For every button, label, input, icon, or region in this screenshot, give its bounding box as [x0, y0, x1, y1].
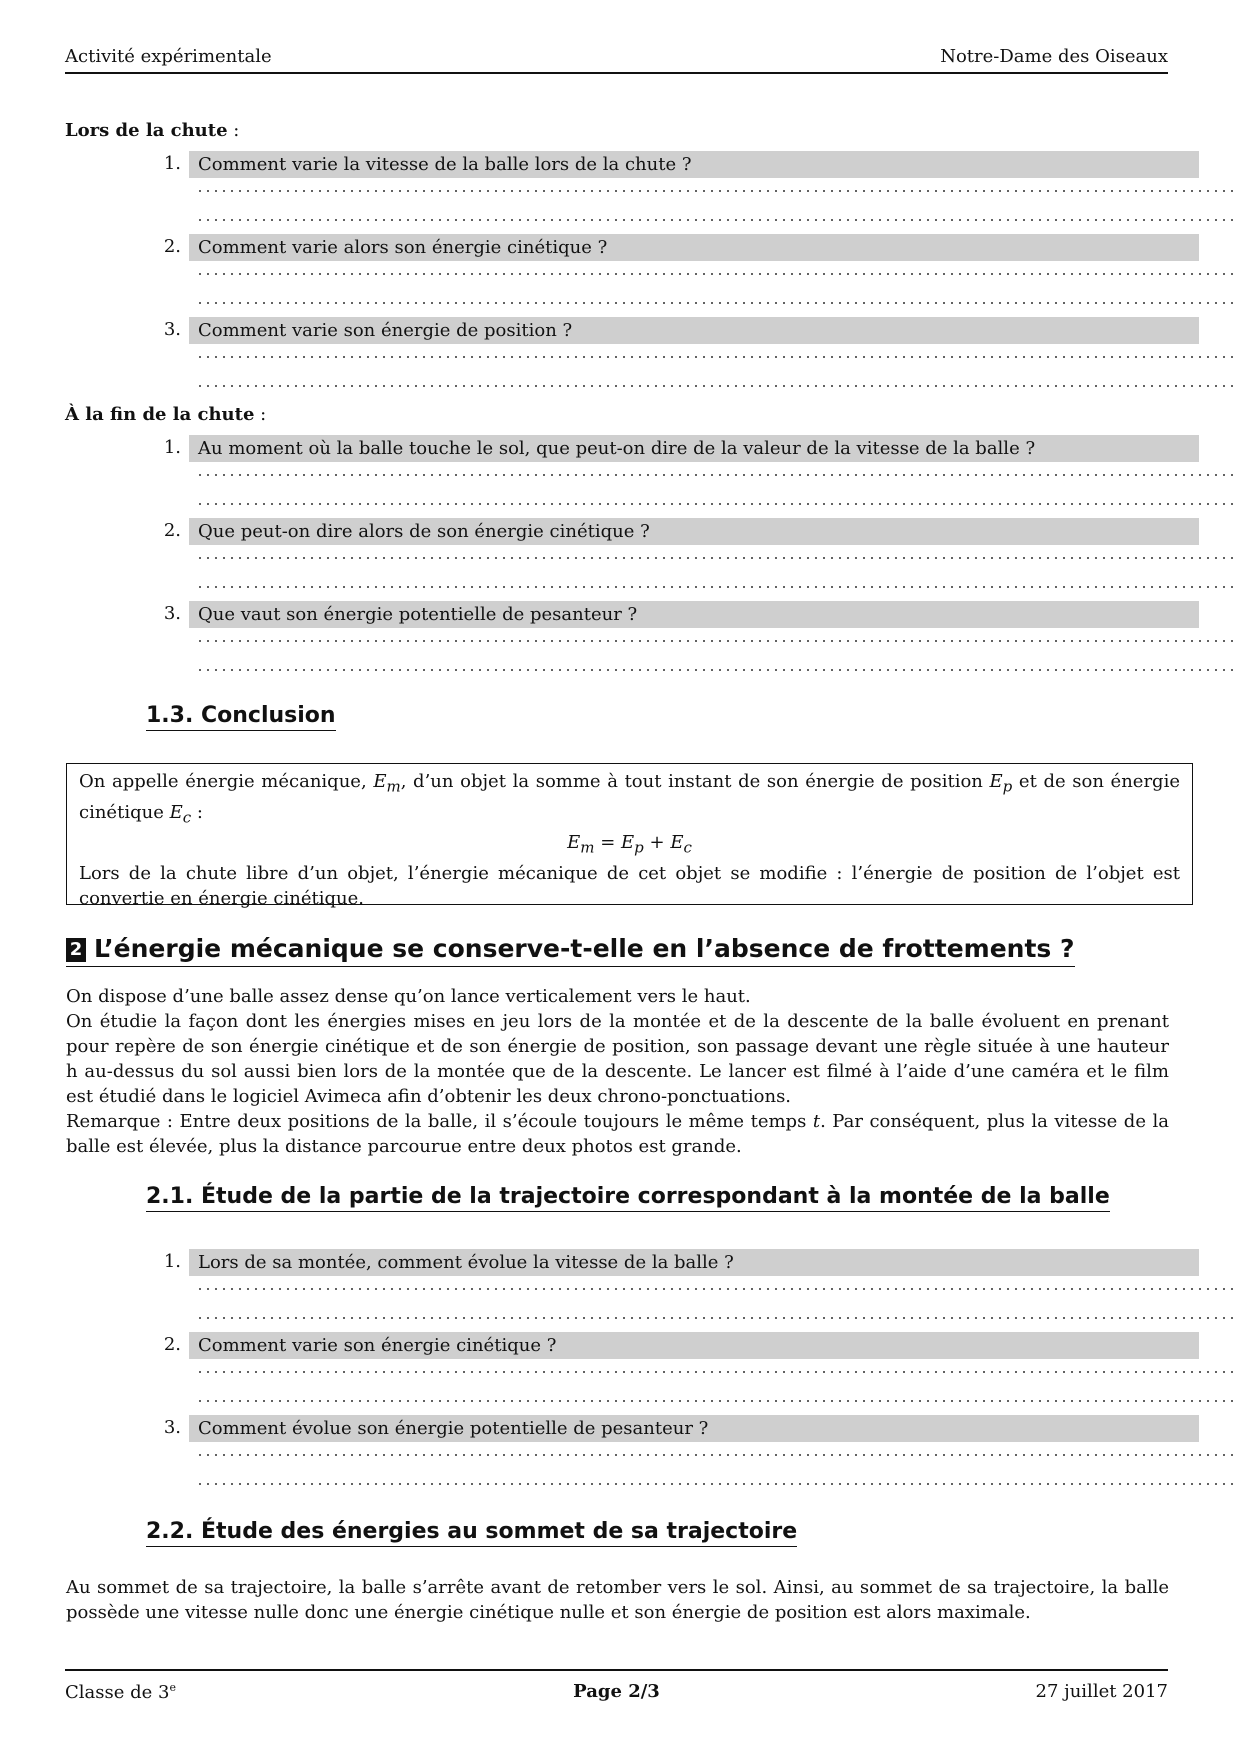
symbol-ep-sub: p	[1002, 777, 1013, 796]
page-number: Page 2/3	[573, 1681, 660, 1702]
question-number: 1.	[163, 153, 181, 174]
answer-line[interactable]	[196, 1284, 1233, 1294]
symbol-ep: E	[989, 771, 1003, 792]
intro-paragraph-1: On dispose d’une balle assez dense qu’on lance verticalement vers le haut.	[66, 986, 751, 1007]
remark-text: . Par conséquent, plus la vitesse de la balle est élevée, plus la distance parcourue entre deux photos est grande.	[66, 1111, 1169, 1157]
energy-formula	[79, 830, 1180, 861]
section-2-title	[66, 934, 1075, 967]
answer-line[interactable]	[196, 553, 1233, 563]
answer-line[interactable]	[196, 582, 1233, 592]
intro-remark	[66, 1109, 1169, 1159]
question-text: Comment varie son énergie cinétique ?	[189, 1332, 1199, 1359]
symbol-ec: E	[169, 801, 183, 823]
answer-line[interactable]	[196, 636, 1233, 646]
question-number: 3.	[163, 319, 181, 340]
answer-line[interactable]	[196, 298, 1233, 308]
subsection-2-1-title: 2.1. Étude de la partie de la trajectoire correspondant à la montée de la balle	[146, 1184, 1110, 1212]
header-left: Activité expérimentale	[65, 46, 272, 67]
answer-line[interactable]	[196, 1479, 1233, 1489]
formula-text: $E_m = E_p + E_c$	[567, 832, 692, 857]
section-2-title-text: L’énergie mécanique se conserve-t-elle en l’absence de frottements ?	[94, 934, 1075, 963]
subsection-2-2-title: 2.2. Étude des énergies au sommet de sa trajectoire	[146, 1519, 797, 1547]
question-number: 3.	[163, 1417, 181, 1438]
question-number: 2.	[163, 236, 181, 257]
answer-line[interactable]	[196, 665, 1233, 675]
intro-paragraph-2: On étudie la façon dont les énergies mises en jeu lors de la montée et de la descente de la balle évoluent en prenant pour repère de son énergie cinétique et de son énergie de position, son passage devant une règle située à une hauteur h au-dessus du sol aussi bien lors de la montée que de la descente. Le lancer est filmé à l’aide d’une caméra et le film est étudié dans le logiciel Avimeca afin d’obtenir les deux chrono-ponctuations.	[66, 1011, 1169, 1107]
conclusion-title: 1.3. Conclusion	[146, 703, 336, 731]
question-number: 1.	[163, 1251, 181, 1272]
definition-text: et de son énergie cinétique	[79, 771, 1180, 823]
section-number-badge: 2	[66, 938, 86, 962]
answer-line[interactable]	[196, 470, 1233, 480]
symbol-ec-sub: c	[182, 808, 192, 827]
question-text: Comment varie la vitesse de la balle lors de la chute ?	[189, 151, 1199, 178]
part-a-heading	[65, 120, 239, 141]
question-number: 1.	[163, 437, 181, 458]
part-a-heading-suffix: :	[227, 120, 240, 141]
part-b-heading-text: À la fin de la chute	[65, 404, 255, 425]
answer-line[interactable]	[196, 1450, 1233, 1460]
question-text: Comment varie son énergie de position ?	[189, 317, 1199, 344]
footer-class-sup: e	[169, 1681, 176, 1694]
answer-line[interactable]	[196, 269, 1233, 279]
symbol-t: t	[812, 1111, 821, 1132]
answer-line[interactable]	[196, 1313, 1233, 1323]
question-text: Que vaut son énergie potentielle de pesanteur ?	[189, 601, 1199, 628]
question-text: Comment évolue son énergie potentielle de pesanteur ?	[189, 1415, 1199, 1442]
answer-line[interactable]	[196, 499, 1233, 509]
answer-line[interactable]	[196, 1367, 1233, 1377]
definition-text: , d’un objet la somme à tout instant de son énergie de position	[400, 771, 990, 792]
part-b-heading-suffix: :	[254, 404, 267, 425]
subsection-2-2-text: Au sommet de sa trajectoire, la balle s’arrête avant de retomber vers le sol. Ainsi, au sommet de sa trajectoire, la balle possède une vitesse nulle donc une énergie cinétique nulle et son énergie de position est alors maximale.	[66, 1577, 1169, 1623]
question-number: 2.	[163, 520, 181, 541]
conclusion-box	[66, 763, 1193, 909]
footer-class-text: Classe de 3	[65, 1682, 170, 1703]
footer-date: 27 juillet 2017	[1035, 1681, 1168, 1702]
page-header	[65, 46, 1168, 74]
part-b-heading	[65, 404, 266, 425]
answer-line[interactable]	[196, 1396, 1233, 1406]
section-2-intro	[66, 984, 1169, 1159]
question-text: Que peut-on dire alors de son énergie cinétique ?	[189, 518, 1199, 545]
remark-text: Remarque : Entre deux positions de la balle, il s’écoule toujours le même temps	[66, 1111, 813, 1132]
part-a-heading-text: Lors de la chute	[65, 120, 228, 141]
conclusion-definition	[79, 769, 1180, 830]
answer-line[interactable]	[196, 186, 1233, 196]
answer-line[interactable]	[196, 381, 1233, 391]
question-text: Au moment où la balle touche le sol, que peut-on dire de la valeur de la vitesse de la balle ?	[189, 435, 1199, 462]
symbol-em: E	[373, 771, 387, 792]
question-number: 2.	[163, 1334, 181, 1355]
header-right: Notre-Dame des Oiseaux	[940, 46, 1168, 67]
question-text: Lors de sa montée, comment évolue la vitesse de la balle ?	[189, 1249, 1199, 1276]
definition-text: On appelle énergie mécanique,	[79, 771, 374, 792]
answer-line[interactable]	[196, 215, 1233, 225]
footer-rule	[65, 1669, 1168, 1671]
answer-line[interactable]	[196, 352, 1233, 362]
question-text: Comment varie alors son énergie cinétique ?	[189, 234, 1199, 261]
conclusion-text: Lors de la chute libre d’un objet, l’énergie mécanique de cet objet se modifie : l’énergie de position de l’objet est convertie en énergie cinétique.	[79, 862, 1180, 909]
page-footer	[65, 1681, 1168, 1709]
question-number: 3.	[163, 603, 181, 624]
definition-text: :	[191, 801, 203, 823]
symbol-em-sub: m	[386, 777, 401, 796]
